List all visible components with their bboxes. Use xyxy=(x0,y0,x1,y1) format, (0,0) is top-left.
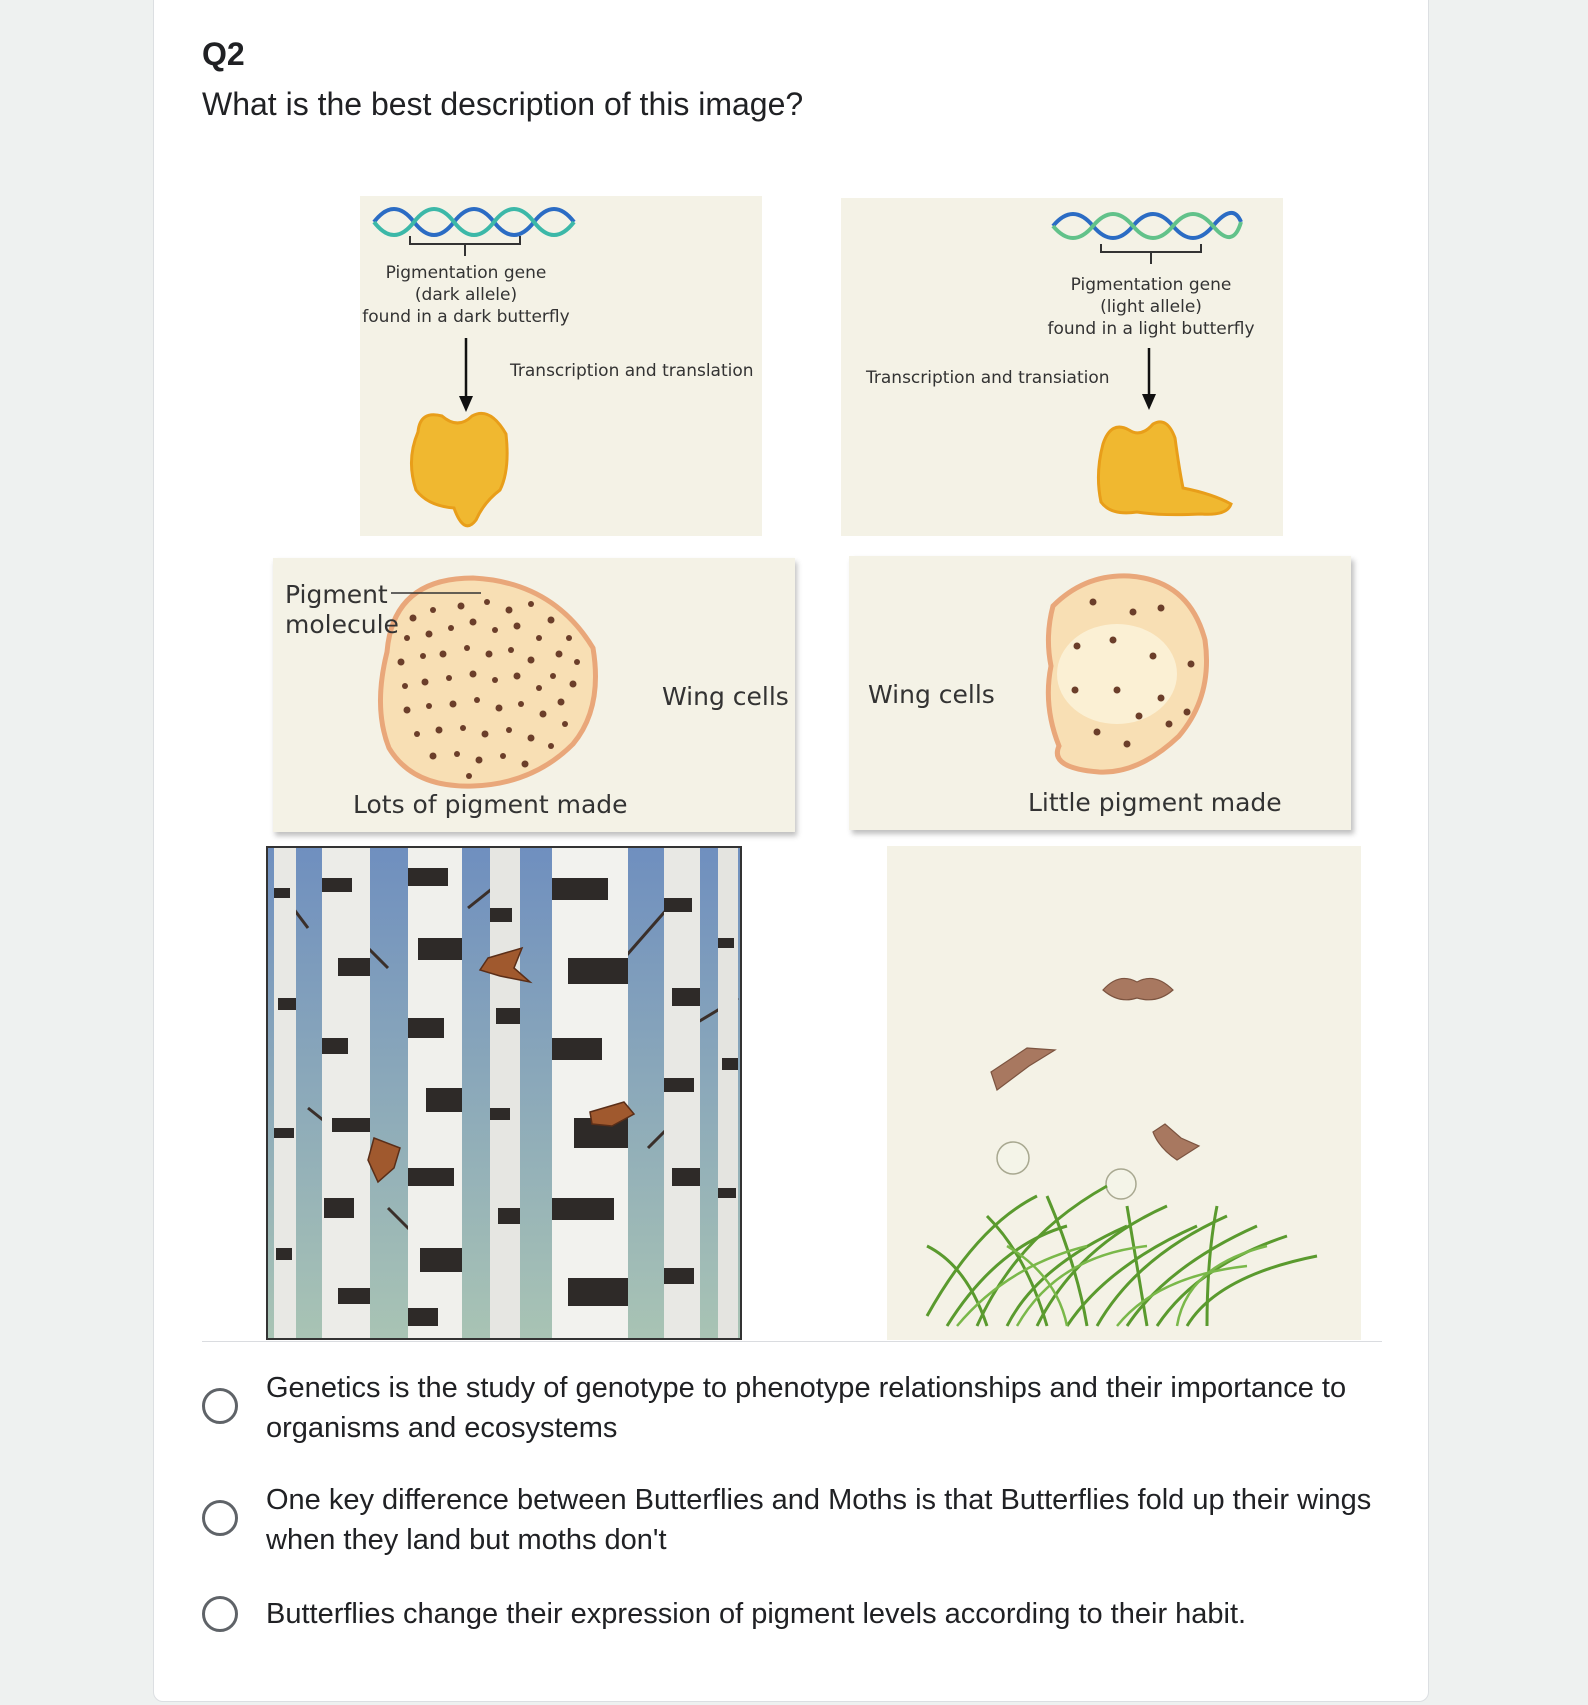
option-3[interactable] xyxy=(202,1594,1382,1638)
radio-button[interactable] xyxy=(202,1500,238,1536)
protein-shape xyxy=(1098,422,1231,515)
grass xyxy=(927,1186,1317,1326)
light-wing-cells-label: Wing cells xyxy=(868,680,995,709)
bracket-icon xyxy=(1101,244,1201,264)
option-label: One key difference between Butterflies and Moths is that Butterflies fold up their wings when they land but moths don't xyxy=(266,1484,1372,1556)
dark-wing-cells-label: Wing cells xyxy=(662,682,789,711)
radio-button[interactable] xyxy=(202,1388,238,1424)
dark-process-label: Transcription and translation xyxy=(510,361,754,381)
pigment-molecule-label: Pigment molecule xyxy=(285,580,399,639)
protein-shape xyxy=(411,413,507,525)
option-label: Genetics is the study of genotype to phenotype relationships and their importance to organisms and ecosystems xyxy=(266,1372,1347,1444)
question-number: Q2 xyxy=(202,36,245,72)
light-process-label: Transcription and transiation xyxy=(866,368,1110,388)
meadow-image xyxy=(887,846,1361,1340)
radio-button[interactable] xyxy=(202,1596,238,1632)
question-text: What is the best description of this image? xyxy=(202,86,804,122)
option-1[interactable] xyxy=(202,1368,1382,1448)
dna-helix-icon xyxy=(1053,213,1241,238)
divider xyxy=(202,1341,1382,1342)
light-result-label: Little pigment made xyxy=(1028,788,1282,817)
dna-helix-icon xyxy=(374,209,574,235)
dark-gene-label: Pigmentation gene (dark allele) found in a dark butterfly xyxy=(362,263,570,327)
light-moth-icons xyxy=(991,978,1199,1160)
light-gene-label: Pigmentation gene (light allele) found in a light butterfly xyxy=(1047,275,1255,339)
option-label: Butterflies change their expression of pigment levels according to their habit. xyxy=(266,1598,1247,1630)
birch-forest-image xyxy=(266,846,742,1340)
dark-result-label: Lots of pigment made xyxy=(353,790,628,819)
bracket-icon xyxy=(410,236,520,256)
option-2[interactable] xyxy=(202,1480,1382,1560)
flower-icons xyxy=(997,1142,1136,1199)
